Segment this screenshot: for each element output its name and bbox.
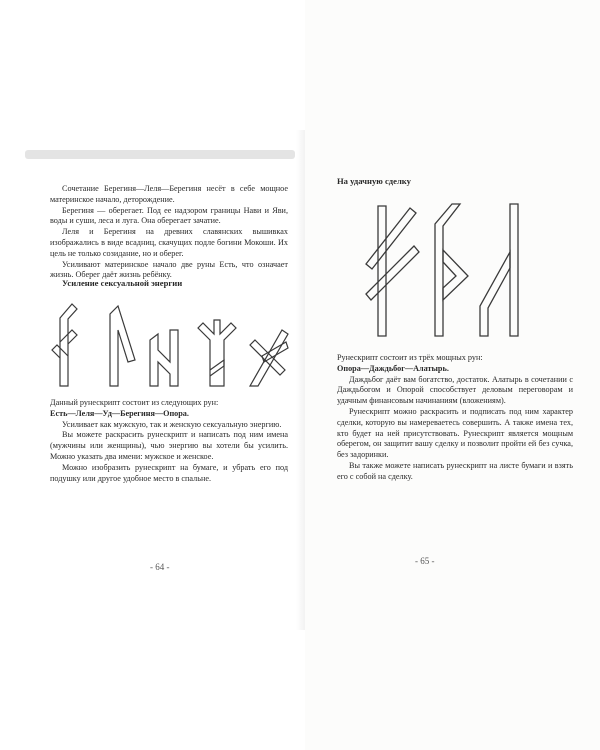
right-page xyxy=(305,0,600,750)
page-number: - 64 - xyxy=(150,562,170,572)
paragraph: Можно изобразить рунескрипт на бумаге, и убрать его под подушку или другое удобное место в спальне. xyxy=(50,462,288,483)
paragraph: Леля и Берегиня на древних славянских вышивках изображались в виде всадниц, скачущих подле богини Мокоши. Их цель не только созидание, но и оберег. xyxy=(50,227,288,258)
paragraph: Вы также можете написать рунескрипт на листе бумаги и взять его с собой на сделку. xyxy=(337,460,573,481)
blurred-header-band xyxy=(25,150,295,159)
paragraph: Усиливают материнское начало две руны Есть, что означает жизнь. Оберег даёт жизнь ребёнку. xyxy=(50,259,288,280)
runescript-right xyxy=(360,196,540,346)
paragraph: Сочетание Берегиня—Леля—Берегиня несёт в себе мощное материнское начало, деторождение. xyxy=(50,184,288,204)
page-number: - 65 - xyxy=(415,556,435,566)
rune-bereginya-icon xyxy=(198,320,236,386)
rune-sequence: Опора—Даждьбог—Алатырь. xyxy=(337,363,449,373)
rune-lelya-icon xyxy=(110,306,135,386)
paragraph: Усиливает как мужскую, так и женскую сексуальную энергию. xyxy=(62,419,282,429)
right-runes-text xyxy=(337,353,573,483)
paragraph: Даждьбог даёт вам богатство, достаток. Алатырь в сочетании с Даждьбогом и Опорой способствует деловым переговорам и удачным финансовым начинаниям (вложениям). xyxy=(337,374,573,406)
rune-dazhdbog-icon xyxy=(435,204,468,336)
rune-sequence: Есть—Леля—Уд—Берегиня—Опора. xyxy=(50,408,189,418)
runes-intro: Рунескрипт состоит из трёх мощных рун: xyxy=(337,353,483,362)
runes-intro: Данный рунескрипт состоит из следующих рун: xyxy=(50,398,219,407)
rune-alatyr-icon xyxy=(480,204,518,336)
left-runes-text xyxy=(50,398,288,484)
rune-ud-icon xyxy=(150,330,178,386)
section-heading: На удачную сделку xyxy=(337,176,411,186)
paragraph: Берегиня — оберегает. Под ее надзором границы Нави и Яви, воды и суши, леса и луга. Она оберегает зачатие. xyxy=(50,205,288,226)
rune-opora-icon xyxy=(250,330,288,386)
rune-opora-icon xyxy=(366,206,419,336)
paragraph: Вы можете раскрасить рунескрипт и написать под ним имена (мужчины или женщины), чью энергию вы хотели бы усилить. Можно указать два имени: мужское и женское. xyxy=(50,430,288,461)
section-heading: Усиление сексуальной энергии xyxy=(62,278,183,288)
paragraph: Рунескрипт можно раскрасить и подписать под ним характер сделки, которую вы намереваетесь совершить. А также имена тех, кто будет на ней присутствовать. Рунескрипт является мощным оберегом, он защитит вашу сделку и позволит пройти ей без сучка, без задоринки. xyxy=(337,406,573,460)
left-intro-text xyxy=(50,184,288,281)
runescript-left xyxy=(50,300,295,390)
rune-est-icon xyxy=(52,304,77,386)
